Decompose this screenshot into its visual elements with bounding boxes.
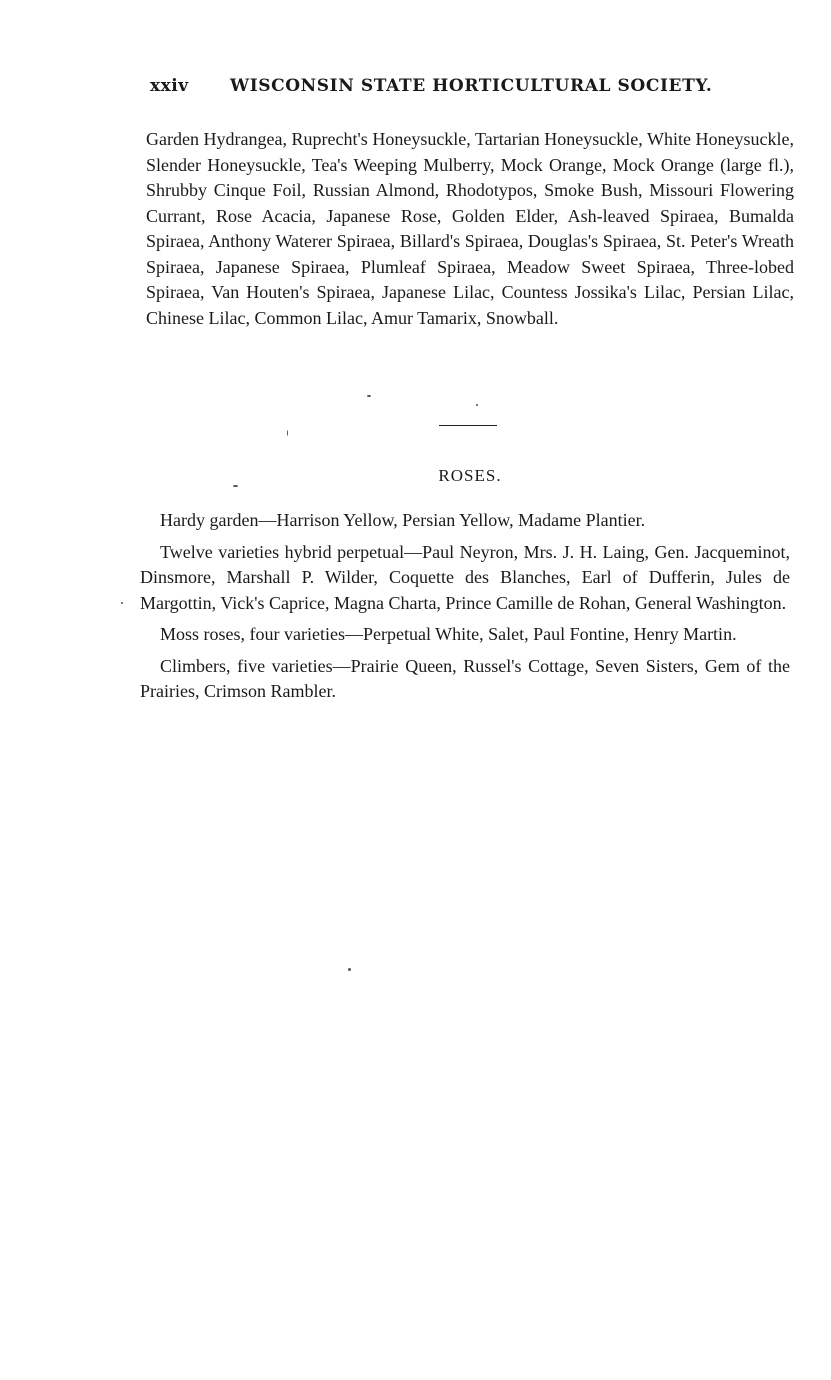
scan-speck [233, 485, 238, 487]
page-number: xxiv [150, 76, 189, 96]
scan-speck [367, 395, 371, 397]
scan-speck [121, 602, 123, 604]
scan-speck [348, 968, 351, 971]
roses-hybrid-perpetual: Twelve varieties hybrid perpetual—Paul Neyron, Mrs. J. H. Laing, Gen. Jacqueminot, Dinsmore, Marshall P. Wilder, Coquette des Blanches, Earl of Dufferin, Jules de Margottin, Vick's Caprice, Magna Charta, Prince Camille de Rohan, General Washington. [140, 541, 790, 613]
shrubs-paragraph: Garden Hydrangea, Ruprecht's Honeysuckle, Tartarian Honeysuckle, White Honeysuckle, Slender Honeysuckle, Tea's Weeping Mulberry, Mock Orange, Mock Orange (large fl.), Shrubby Cinque Foil, Russian Almond, Rhodotypos, Smoke Bush, Missouri Flowering Currant, Rose Acacia, Japanese Rose, Golden Elder, Ash-leaved Spiraea, Bumalda Spiraea, Anthony Waterer Spiraea, Billard's Spiraea, Douglas's Spiraea, St. Peter's Wreath Spiraea, Japanese Spiraea, Plumleaf Spiraea, Meadow Sweet Spiraea, Three-lobed Spiraea, Van Houten's Spiraea, Japanese Lilac, Countess Jossika's Lilac, Persian Lilac, Chinese Lilac, Common Lilac, Amur Tamarix, Snowball. [146, 129, 794, 328]
section-divider [439, 425, 497, 426]
running-title: WISCONSIN STATE HORTICULTURAL SOCIETY. [230, 76, 713, 96]
roses-climbers: Climbers, five varieties—Prairie Queen, Russel's Cottage, Seven Sisters, Gem of the Prairies, Crimson Rambler. [140, 655, 790, 701]
scan-speck [287, 430, 288, 436]
running-head [150, 76, 730, 96]
roses-section [140, 508, 790, 711]
roses-moss: Moss roses, four varieties—Perpetual White, Salet, Paul Fontine, Henry Martin. [160, 624, 737, 644]
roses-hardy-garden: Hardy garden—Harrison Yellow, Persian Yellow, Madame Plantier. [160, 510, 646, 530]
scan-speck [476, 404, 478, 406]
section-heading-roses: ROSES. [438, 466, 502, 485]
